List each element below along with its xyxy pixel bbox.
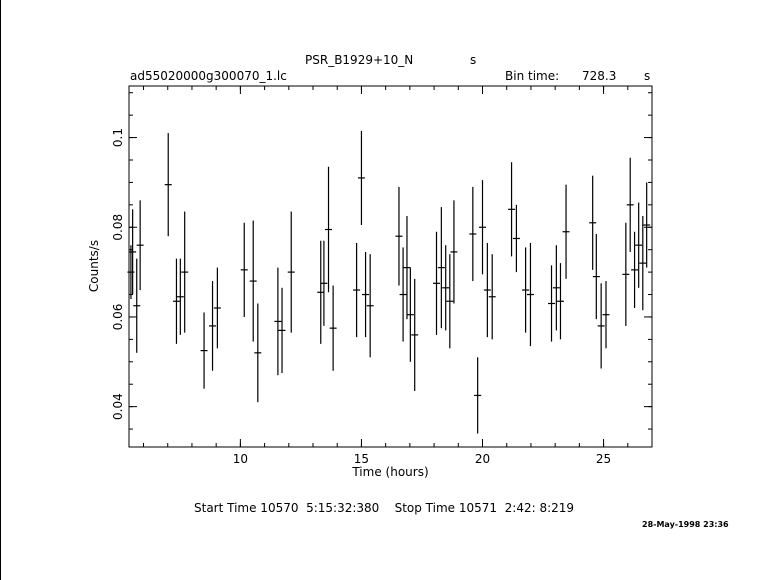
data-point: [173, 259, 180, 344]
data-point: [411, 279, 418, 391]
plot-frame: [129, 86, 652, 447]
data-point: [522, 247, 529, 332]
data-point: [627, 158, 634, 252]
data-point: [474, 357, 481, 433]
data-point: [557, 263, 564, 339]
x-tick-label: 10: [232, 452, 249, 466]
bin-time-unit: s: [644, 69, 651, 83]
data-point: [450, 200, 457, 303]
data-point: [127, 245, 134, 299]
data-point: [254, 303, 261, 402]
x-tick-label: 20: [474, 452, 491, 466]
data-point: [358, 131, 365, 225]
y-tick-label: 0.06: [111, 303, 125, 331]
data-point: [553, 245, 560, 330]
data-point: [395, 187, 402, 286]
x-tick-label: 15: [353, 452, 370, 466]
file-name: ad55020000g300070_1.lc: [130, 69, 287, 83]
data-point: [250, 221, 257, 342]
data-point: [133, 259, 140, 353]
data-point: [177, 259, 184, 335]
data-point: [639, 216, 646, 310]
object-unit: s: [470, 53, 477, 67]
data-point: [274, 268, 281, 376]
data-point: [325, 167, 332, 293]
data-point: [438, 207, 445, 328]
data-point: [598, 283, 605, 368]
data-point: [320, 241, 327, 326]
data-point: [362, 252, 369, 337]
data-point: [137, 200, 144, 290]
data-point: [279, 288, 286, 373]
data-point: [489, 254, 496, 339]
data-point: [469, 187, 476, 281]
y-tick-label: 0.08: [111, 213, 125, 241]
data-point: [288, 212, 295, 333]
data-point: [446, 254, 453, 348]
y-tick-label: 0.1: [111, 128, 125, 148]
data-point: [129, 209, 136, 294]
data-point: [214, 268, 221, 349]
data-point: [508, 162, 515, 256]
data-point: [209, 281, 216, 371]
data-point: [353, 243, 360, 337]
data-point: [635, 203, 642, 288]
bin-time-label: Bin time:: [505, 69, 560, 83]
data-point: [479, 180, 486, 274]
data-point: [241, 223, 248, 317]
data-point: [317, 241, 324, 344]
data-point: [367, 254, 374, 357]
data-point: [548, 265, 555, 341]
data-point: [631, 232, 638, 308]
data-point: [181, 212, 188, 333]
date-stamp: 28-May-1998 23:36: [642, 520, 729, 529]
bin-time-value: 728.3: [582, 69, 617, 83]
data-point: [403, 216, 410, 319]
x-tick-label: 25: [595, 452, 612, 466]
data-point: [602, 281, 609, 348]
data-point: [622, 223, 629, 326]
data-point: [643, 182, 650, 267]
data-point: [400, 247, 407, 341]
data-point: [513, 205, 520, 272]
start-stop-time: Start Time 10570 5:15:32:380 Stop Time 10571 2:42: 8:219: [194, 501, 575, 515]
x-axis-label: Time (hours): [352, 465, 429, 479]
data-point: [589, 176, 596, 270]
object-name: PSR_B1929+10_N: [305, 53, 414, 67]
y-axis-label: Counts/s: [87, 239, 101, 293]
data-point: [484, 243, 491, 337]
data-point: [563, 185, 570, 279]
data-point: [527, 243, 534, 346]
data-point: [433, 232, 440, 335]
data-point: [165, 133, 172, 236]
data-point: [330, 286, 337, 371]
data-point: [201, 312, 208, 388]
y-tick-label: 0.04: [111, 393, 125, 420]
data-point: [442, 245, 449, 330]
data-point: [593, 234, 600, 319]
data-point: [407, 268, 414, 362]
